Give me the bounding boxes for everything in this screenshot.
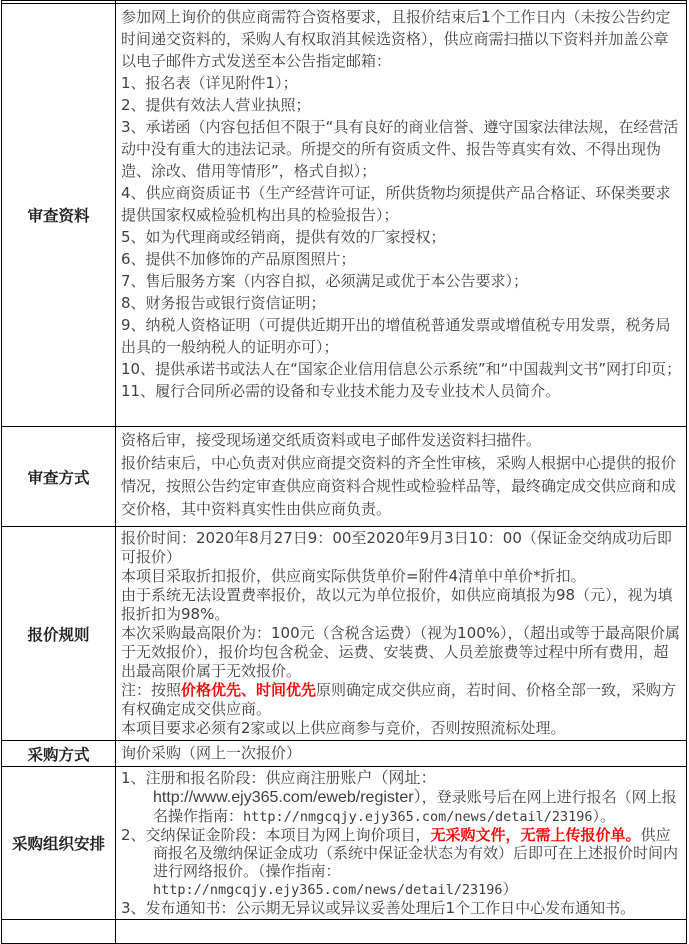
row-header-review-method: 审查方式 bbox=[2, 427, 116, 527]
clipped-bottom-content-cell bbox=[116, 920, 687, 944]
review-item-9: 9、纳税人资格证明（可提供近期开出的增值税普通发票或增值税专用发票，税务局出具的一般纳税人的证明亦可）； bbox=[121, 316, 671, 356]
procurement-announcement-table bbox=[1, 0, 687, 944]
signup-guide-url-text: http://nmgcqjy.ejy365.com/news/detail/23196 bbox=[243, 809, 593, 825]
table-row-organization bbox=[2, 767, 687, 920]
clipped-bottom-header-cell bbox=[2, 920, 116, 944]
rules-paragraph-system: 由于系统无法设置费率报价，故以元为单位报价，如供应商填报为98（元），视为填报折扣为98%。 bbox=[121, 586, 673, 623]
rules-paragraph-note bbox=[121, 681, 683, 719]
cell-review-method bbox=[116, 427, 687, 527]
method-paragraph-2: 报价结束后，中心负责对供应商提交资料的齐全性审核，采购人根据中心提供的报价情况，按照公告约定审查供应商资料合规性或检验样品等，最终确定成交供应商和成交价格，其中资料真实性由供应商负责。 bbox=[121, 454, 677, 518]
row-header-review-materials: 审查资料 bbox=[2, 4, 116, 427]
rules-paragraph-minbidders: 本项目要求必须有2家或以上供应商参与竞价，否则按照流标处理。 bbox=[121, 719, 566, 737]
org-item-1-mid: ，登录账号后在网上进行报名（网上报名操作指南： bbox=[153, 788, 677, 825]
table-row-review-materials bbox=[2, 4, 687, 427]
row-header-quotation-rules: 报价规则 bbox=[2, 527, 116, 741]
org-item-3: 3、发布通知书：公示期无异议或异议妥善处理后1个工作日中心发布通知书。 bbox=[121, 899, 636, 917]
review-intro: 参加网上询价的供应商需符合资格要求，且报价结束后1个工作日内（未按公告约定时间递交资料的，采购人有权取消其候选资格），供应商需扫描以下资料并加盖公章以电子邮件方式发送至本公告指定邮箱： bbox=[121, 8, 671, 70]
cell-review-materials bbox=[116, 4, 687, 427]
table-row-review-method bbox=[2, 427, 687, 527]
table-row-purchase-method bbox=[2, 741, 687, 767]
table-row-quotation-rules bbox=[2, 527, 687, 741]
red-highlight-priority: 价格优先、时间优先 bbox=[181, 681, 317, 699]
review-item-8: 8、财务报告或银行资信证明； bbox=[121, 294, 326, 312]
cell-organization bbox=[116, 767, 687, 920]
review-item-3: 3、承诺函（内容包括但不限于“具有良好的商业信誉、遵守国家法律法规，在经营活动中没有重大的违法记录。所提交的所有资质文件、报告等真实有效、不得出现伪造、涂改、借用等情形”，格式自拟）； bbox=[121, 118, 679, 180]
clipped-bottom-row bbox=[2, 920, 687, 944]
org-item-2 bbox=[121, 826, 683, 899]
org-item-1-text: 1、注册和报名阶段：供应商注册 bbox=[121, 769, 341, 787]
rules-paragraph-maxprice: 本次采购最高限价为：100元（含税含运费）（视为100%），（超出或等于最高限价属于无效报价），报价均包含税金、运费、安装费、人员差旅费等过程中所有费用，超出最高限价属于无效报价。 bbox=[121, 624, 681, 680]
cell-quotation-rules bbox=[116, 527, 687, 741]
review-item-5: 5、如为代理商或经销商，提供有效的厂家授权； bbox=[121, 228, 446, 246]
note-prefix: 注：按照 bbox=[121, 681, 182, 699]
review-item-2: 2、提供有效法人营业执照； bbox=[121, 96, 311, 114]
method-paragraph-1: 资格后审，接受现场递交纸质资料或电子邮件发送资料扫描件。 bbox=[121, 431, 542, 449]
review-item-6: 6、提供不加修饰的产品原图照片； bbox=[121, 250, 356, 268]
rules-paragraph-discount: 本项目采取折扣报价，供应商实际供货单价=附件4清单中单价*折扣。 bbox=[121, 567, 586, 585]
operation-guide-url-text: http://nmgcqjy.ejy365.com/news/detail/23196 bbox=[153, 882, 503, 898]
org-item-2-end: ） bbox=[502, 880, 518, 898]
note-suffix: 原则确定成交供应商，若时间、价格全部一致，采购方有权确定成交供应商。 bbox=[121, 681, 677, 718]
red-highlight-no-document: 无采购文件，无需上传报价单。 bbox=[430, 826, 641, 844]
row-header-organization: 采购组织安排 bbox=[2, 767, 116, 920]
registration-url-text: 账户（网址：http://www.ejy365.com/eweb/register） bbox=[153, 770, 437, 806]
cell-purchase-method: 询价采购（网上一次报价） bbox=[116, 741, 687, 767]
org-item-2-mid: 供应商报名及缴纳保证金成功（系统中保证金状态为有效）后即可在上述报价时间内进行网络报价。（操作指南： bbox=[153, 826, 679, 880]
review-item-1: 1、报名表（详见附件1）； bbox=[121, 74, 298, 92]
org-item-2-text: 2、交纳保证金阶段：本项目为网上询价项目， bbox=[121, 826, 431, 844]
review-item-11: 11、履行合同所必需的设备和专业技术能力及专业技术人员简介。 bbox=[121, 382, 561, 400]
review-item-7: 7、售后服务方案（内容自拟，必须满足或优于本公告要求）； bbox=[121, 272, 529, 290]
org-item-1 bbox=[121, 769, 683, 826]
review-item-4: 4、供应商资质证书（生产经营许可证，所供货物均须提供产品合格证、环保类要求提供国家权威检验机构出具的检验报告）； bbox=[121, 184, 671, 224]
rules-paragraph-time: 报价时间：2020年8月27日9：00至2020年9月3日10：00（保证金交纳成功后即可报价） bbox=[121, 529, 672, 566]
review-item-10: 10、提供承诺书或法人在“国家企业信用信息公示系统”和“中国裁判文书”网打印页； bbox=[121, 360, 682, 378]
row-header-purchase-method: 采购方式 bbox=[2, 741, 116, 767]
org-item-1-end: ）。 bbox=[592, 807, 616, 825]
